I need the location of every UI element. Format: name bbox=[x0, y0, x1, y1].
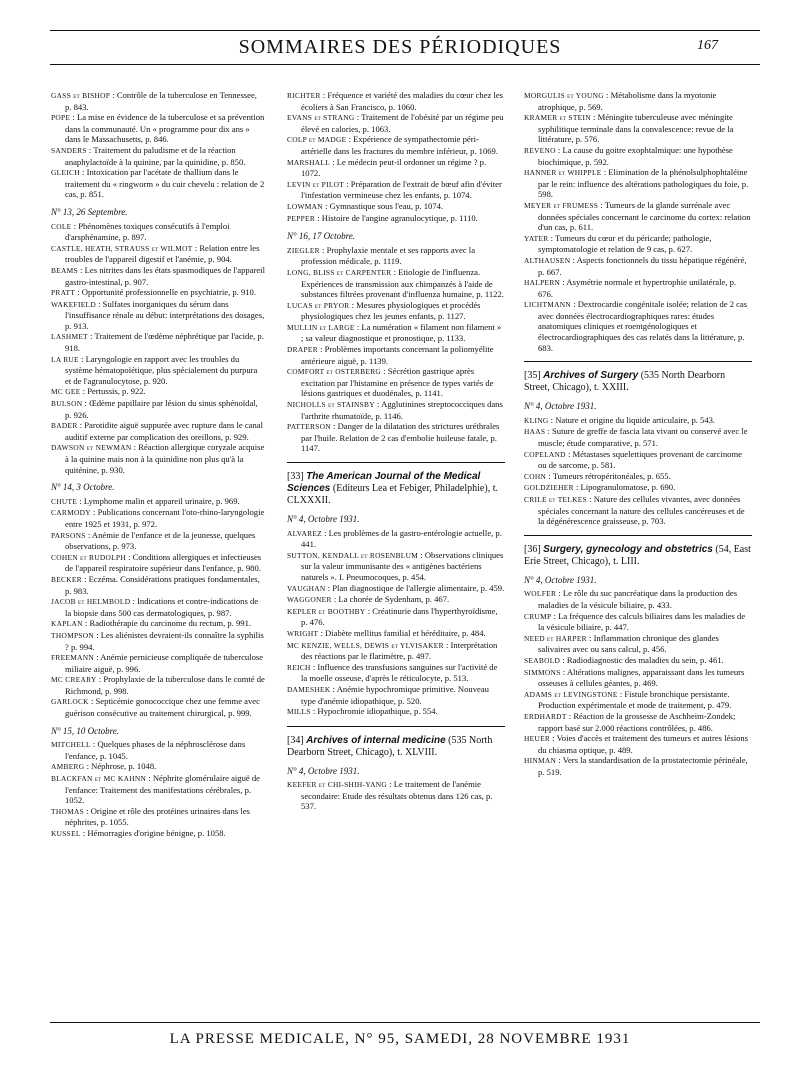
article-authors: KUSSEL bbox=[51, 829, 81, 838]
article-title: Aspects fonctionnels du tissu hépatique régénéré, p. 667. bbox=[538, 254, 747, 277]
issue-heading: N° 13, 26 Septembre. bbox=[51, 206, 128, 217]
article-entry: PRATT : Opportunité professionnelle en psychiatrie, p. 910. bbox=[51, 287, 257, 298]
article-entry: SIMMONS : Altérations malignes, apparaissant dans les tumeurs osseuses à cellules géantes, p. 469. bbox=[524, 666, 745, 689]
article-authors: POPE bbox=[51, 113, 71, 123]
article-authors: PARSONS bbox=[51, 530, 86, 540]
article-title: Relation entre les troubles de l'appareil digestif et l'anémie, p. 904. bbox=[65, 242, 260, 265]
article-entry: DAWSON et NEWMAN : Réaction allergique coryzale acquise à la quinine mais non à la quinidine non plus qu'à la quiténine, p. 930. bbox=[51, 442, 265, 475]
article-entry: NICHOLLS et STAINSBY : Agglutinines streptococciques dans l'arthrite rhumatoïde, p. 1146. bbox=[287, 399, 503, 421]
article-entry: CRILE et TELKES : Nature des cellules vivantes, avec données spéciales concernant la nature des cellules cancéreuses et de la dégénérescence graisseuse, p. 703. bbox=[524, 494, 745, 527]
article-authors: CASTLE, HEATH, STRAUSS et WILMOT bbox=[51, 243, 193, 253]
article-authors: LOWMAN bbox=[287, 201, 323, 211]
journal-details: (535 North Dearborn Street, Chicago), t. XXIII. bbox=[524, 370, 726, 394]
article-title: Sulfates inorganiques du sérum dans l'insuffisance rénale au début: interprétations des dosages, p. 913. bbox=[65, 298, 265, 331]
journal-heading bbox=[524, 370, 752, 394]
article-entry: BLACKFAN et MC KAHNN : Néphrite glomérulaire aiguë de l'enfance: Traitement des manifestations cérébrales, p. 1052. bbox=[51, 773, 260, 806]
article-title: Interprétation des réactions par le flarimètre, p. 497. bbox=[301, 639, 498, 662]
article-entry: MORGULIS et YOUNG : Métabolisme dans la myotonie atrophique, p. 569. bbox=[524, 90, 717, 112]
article-entry: WAGGONER : La chorée de Sydenham, p. 467. bbox=[287, 594, 450, 605]
article-entry: REICH : Influence des transfusions sanguines sur l'activité de la moelle osseuse, d'après le réticulocyte, p. 513. bbox=[287, 661, 498, 684]
article-authors: KLING bbox=[524, 415, 549, 425]
article-authors: REICH bbox=[287, 662, 311, 672]
page-number: 167 bbox=[697, 38, 718, 53]
article-title: Origine et rôle des protéines urinaires dans les néphrites, p. 1055. bbox=[65, 805, 250, 828]
article-authors: HEUER bbox=[524, 734, 551, 744]
article-title: Traitement du paludisme et de la réaction anaphylactoïde à la quinine, par la quinidine, p. 850. bbox=[65, 144, 246, 167]
article-title: Tumeurs rétropéritonéales, p. 655. bbox=[552, 470, 671, 481]
article-entry: LASHMET : Traitement de l'œdème néphrétique par l'acide, p. 918. bbox=[51, 331, 264, 354]
article-entry: MITCHELL : Quelques phases de la néphrosclérose dans l'enfance, p. 1045. bbox=[51, 739, 246, 761]
issue-heading: N° 16, 17 Octobre. bbox=[287, 231, 356, 242]
article-entry: KAPLAN : Radiothérapie du carcinome du rectum, p. 991. bbox=[51, 618, 252, 629]
article-title: Lipogranulomatose, p. 690. bbox=[580, 482, 676, 493]
article-authors: FREEMANN bbox=[51, 653, 95, 663]
article-entry: COHN : Tumeurs rétropéritonéales, p. 655. bbox=[524, 470, 671, 481]
article-authors: MULLIN et LARGE bbox=[287, 322, 355, 332]
article-authors: DRAPER bbox=[287, 345, 318, 355]
article-title: Anémie pernicieuse compliquée de tuberculose miliaire aiguë, p. 996. bbox=[65, 652, 264, 674]
article-authors: BULSON bbox=[51, 399, 83, 409]
article-authors: GLEICH bbox=[51, 168, 80, 178]
article-authors: COLE bbox=[51, 221, 72, 231]
article-authors: MARSHALL bbox=[287, 157, 331, 167]
article-entry: GASS et BISHOP : Contrôle de la tuberculose en Tennessee, p. 843. bbox=[51, 90, 257, 112]
article-authors: KRAMER et STEIN bbox=[524, 113, 591, 123]
article-entry: PEPPER : Histoire de l'angine agranulocytique, p. 1110. bbox=[287, 212, 478, 223]
article-entry: SEABOLD : Radiodiagnostic des maladies du sein, p. 461. bbox=[524, 654, 724, 665]
article-title: Altérations malignes, apparaissant dans les tumeurs osseuses à cellules géantes, p. 469. bbox=[538, 666, 745, 689]
article-title: Réaction allergique coryzale acquise à la quinine mais non à la quinidine non plus qu'à la quiténine, p. 930. bbox=[65, 442, 265, 475]
article-entry: KEPLER et BOOTHBY : Créatinurie dans l'hyperthyroïdisme, p. 476. bbox=[287, 605, 498, 628]
article-authors: GOLDZIEHER bbox=[524, 483, 574, 493]
article-authors: WOLFER bbox=[524, 589, 557, 599]
article-title: Gymnastique sous l'eau, p. 1074. bbox=[329, 200, 444, 211]
article-authors: WAGGONER bbox=[287, 595, 332, 605]
article-authors: YATER bbox=[524, 233, 549, 243]
article-authors: HALPERN bbox=[524, 278, 561, 288]
article-authors: BLACKFAN et MC KAHNN bbox=[51, 774, 147, 784]
article-entry: SANDERS : Traitement du paludisme et de la réaction anaphylactoïde à la quinine, par la quinidine, p. 850. bbox=[51, 144, 246, 167]
article-authors: ALTHAUSEN bbox=[524, 255, 571, 265]
article-title: Néphrose, p. 1048. bbox=[91, 761, 157, 772]
journal-details: (Editeurs Lea et Febiger, Philadelphie), t. CLXXXII. bbox=[287, 483, 498, 506]
article-entry: ALTHAUSEN : Aspects fonctionnels du tissu hépatique régénéré, p. 667. bbox=[524, 254, 747, 277]
column-3 bbox=[524, 90, 752, 777]
article-entry: THOMAS : Origine et rôle des protéines urinaires dans les néphrites, p. 1055. bbox=[51, 805, 250, 828]
article-authors: PATTERSON bbox=[287, 422, 331, 432]
article-authors: COPELAND bbox=[524, 449, 566, 459]
article-title: Œdème papillaire par lésion du sinus sphénoïdal, p. 926. bbox=[65, 398, 258, 420]
column-2 bbox=[287, 90, 505, 812]
article-title: La fréquence des calculs biliaires dans les maladies de la vésicule biliaire, p. 447. bbox=[538, 610, 746, 633]
article-title: Le traitement de l'anémie secondaire: Etude des résultats obtenus dans 126 cas, p. 537. bbox=[301, 779, 493, 812]
article-title: Elimination de la phénolsulphophtaléine par le rein: influence des altérations pathologiques du foie, p. 598. bbox=[538, 167, 749, 200]
article-title: Pertussis, p. 922. bbox=[87, 386, 146, 397]
article-title: Vers la standardisation de la prostatectomie périnéale, p. 519. bbox=[538, 755, 748, 777]
article-title: Danger de la dilatation des strictures uréthrales par l'huile. Relation de 2 cas d'embolie huileuse fatale, p. 1147. bbox=[301, 421, 500, 454]
article-title: Contrôle de la tuberculose en Tennessee, p. 843. bbox=[65, 90, 257, 112]
article-authors: VAUGHAN bbox=[287, 583, 326, 593]
article-entry: MC GEE : Pertussis, p. 922. bbox=[51, 386, 146, 397]
article-title: Etiologie de l'influenza. Expériences de transmission aux chimpanzés à l'aide de substances filtrées provenant d'influenza humaine, p. 1122. bbox=[301, 266, 504, 300]
article-title: Nature des cellules vivantes, avec données spéciales concernant la nature des cellules cancéreuses et de la dégénérescence graisseuse, p. 703. bbox=[538, 494, 745, 527]
article-title: Radiothérapie du carcinome du rectum, p. 991. bbox=[89, 618, 252, 629]
article-entry: WOLFER : Le rôle du suc pancréatique dans la production des maladies de la vésicule biliaire, p. 433. bbox=[524, 588, 738, 610]
journal-title: Archives of Surgery bbox=[543, 370, 639, 382]
article-title: Anémie hypochromique primitive. Nouveau type d'anémie idiopathique, p. 520. bbox=[301, 683, 489, 706]
article-title: Publications concernant l'oto-rhino-laryngologie entre 1925 et 1931, p. 972. bbox=[65, 507, 265, 529]
article-authors: LEVIN et PILOT bbox=[287, 179, 345, 189]
article-authors: AMBERG bbox=[51, 762, 85, 772]
article-title: Le rôle du suc pancréatique dans la production des maladies de la vésicule biliaire, p. 433. bbox=[538, 588, 738, 610]
journal-number: [35] bbox=[524, 370, 541, 382]
article-title: Métastases squelettiques provenant de carcinome ou de sarcome, p. 581. bbox=[538, 448, 742, 471]
article-entry: GLEICH : Intoxication par l'acétate de thallium dans le traitement du « ringworm » du cuir chevelu : relation de 2 cas, p. 851. bbox=[51, 167, 265, 200]
article-authors: MORGULIS et YOUNG bbox=[524, 91, 604, 100]
journal-number: [34] bbox=[287, 734, 304, 746]
article-entry: ADAMS et LEVINGSTONE : Fistule bronchique persistante. Production expérimentale et mode de traitement, p. 479. bbox=[524, 688, 732, 711]
article-authors: CRUMP bbox=[524, 611, 552, 621]
article-title: Réaction de la grossesse de Aschheim-Zondek; rapport basé sur 2.000 réactions contrôlées, p. 486. bbox=[538, 710, 736, 733]
article-authors: JACOB et HELMBOLD bbox=[51, 597, 131, 607]
article-title: Prophylaxie mentale et ses rapports avec la profession médicale, p. 1119. bbox=[301, 244, 476, 267]
header-rule-bottom bbox=[50, 64, 760, 65]
section-separator bbox=[524, 361, 752, 362]
article-entry: HEUER : Voies d'accès et traitement des tumeurs et autres lésions du chiasma optique, p. 489. bbox=[524, 733, 749, 755]
article-entry: LA RUE : Laryngologie en rapport avec les troubles du système hématopoïétique, plus spécialement du purpura et de l'agranulocytose, p. 920. bbox=[51, 353, 258, 386]
article-authors: COHEN et RUDOLPH bbox=[51, 552, 126, 562]
journal-heading bbox=[524, 544, 752, 568]
article-entry: ERDHARDT : Réaction de la grossesse de Aschheim-Zondek; rapport basé sur 2.000 réactions contrôlées, p. 486. bbox=[524, 710, 736, 733]
article-title: Fréquence et variété des maladies du cœur chez les écoliers à San Francisco, p. 1060. bbox=[301, 90, 504, 112]
article-title: Asymétrie normale et hypertrophie unilatérale, p. 676. bbox=[538, 277, 737, 299]
article-entry: DRAPER : Problèmes importants concernant la poliomyélite antérieure aiguë, p. 1139. bbox=[287, 344, 494, 366]
article-title: Influence des transfusions sanguines sur l'activité de la moelle osseuse, d'après le réticulocyte, p. 513. bbox=[301, 661, 498, 684]
article-title: Suture de greffe de fascia lata vivant ou conservé avec le muscle; étude comparative, p. 571. bbox=[538, 426, 748, 449]
article-authors: LA RUE bbox=[51, 354, 79, 364]
article-title: Diabète mellitus familial et héréditaire, p. 484. bbox=[325, 627, 486, 638]
section-separator bbox=[524, 535, 752, 536]
article-authors: SANDERS bbox=[51, 145, 87, 155]
article-title: Créatinurie dans l'hyperthyroïdisme, p. 476. bbox=[301, 605, 498, 628]
article-authors: THOMAS bbox=[51, 806, 85, 816]
article-entry: MULLIN et LARGE : La numération « filament non filament » ; sa valeur diagnostique et pronostique, p. 1133. bbox=[287, 321, 502, 344]
article-entry: KEEFER et CHI-SHIH-YANG : Le traitement de l'anémie secondaire: Etude des résultats obtenus dans 126 cas, p. 537. bbox=[287, 779, 493, 812]
article-entry: HALPERN : Asymétrie normale et hypertrophie unilatérale, p. 676. bbox=[524, 277, 737, 299]
article-entry: KLING : Nature et origine du liquide articulaire, p. 543. bbox=[524, 414, 716, 425]
article-title: Hypochromie idiopathique, p. 554. bbox=[317, 706, 438, 717]
article-title: Néphrite glomérulaire aiguë de l'enfance: Traitement des manifestations cérébrales, p. 1052. bbox=[65, 773, 260, 806]
article-entry: GARLOCK : Septicémie gonococcique chez une femme avec guérison consécutive au traitement chirurgical, p. 999. bbox=[51, 696, 260, 719]
article-title: Eczéma. Considérations pratiques fondamentales, p. 983. bbox=[65, 573, 260, 596]
article-entry: LEVIN et PILOT : Préparation de l'extrait de bœuf afin d'éviter l'infestation vermineuse chez les enfants, p. 1074. bbox=[287, 178, 502, 201]
article-title: Observations cliniques sur la valeur immunisante des « antigènes bactériens naturels ». I. Pneumocoques, p. 454. bbox=[301, 549, 504, 582]
article-entry: LICHTMANN : Dextrocardie congénitale isolée; relation de 2 cas avec données électrocardiographiques rares: études anatomiques cliniques et roentgénologiques et électrocardiographiques des cas relatés dans la littérature, p. 683. bbox=[524, 299, 748, 353]
article-authors: SEABOLD bbox=[524, 655, 561, 665]
article-entry: KRAMER et STEIN : Méningite tuberculeuse avec méningite syphilitique terminale dans la convalescence: revue de la littérature, p. 576. bbox=[524, 112, 734, 145]
article-title: Tumeurs du cœur et du péricarde; pathologie, symptomatologie et relation de 9 cas, p. 627. bbox=[538, 232, 712, 255]
article-authors: MC GEE bbox=[51, 387, 81, 397]
article-authors: RICHTER bbox=[287, 91, 321, 100]
article-entry: CARMODY : Publications concernant l'oto-rhino-laryngologie entre 1925 et 1931, p. 972. bbox=[51, 507, 265, 529]
article-entry: MILLS : Hypochromie idiopathique, p. 554. bbox=[287, 706, 438, 717]
article-entry: THOMPSON : Les aliénistes devraient-ils connaître la syphilis ? p. 994. bbox=[51, 629, 264, 652]
article-title: Voies d'accès et traitement des tumeurs et autres lésions du chiasma optique, p. 489. bbox=[538, 733, 749, 755]
issue-heading: N° 4, Octobre 1931. bbox=[524, 401, 597, 412]
article-entry: LUCAS et PRYOR : Mesures physiologiques et procédés physiologiques chez les jeunes enfants, p. 1127. bbox=[287, 299, 481, 322]
article-entry: BADER : Parotidite aiguë suppurée avec rupture dans le canal auditif externe par complication des oreillons, p. 929. bbox=[51, 420, 263, 442]
article-title: Traitement de l'œdème néphrétique par l'acide, p. 918. bbox=[65, 331, 264, 354]
article-authors: LICHTMANN bbox=[524, 300, 572, 310]
article-entry: BEAMS : Les nitrites dans les états spasmodiques de l'appareil gastro-intestinal, p. 907. bbox=[51, 264, 265, 287]
article-authors: MC CREARY bbox=[51, 675, 97, 685]
article-authors: WAKEFIELD bbox=[51, 299, 96, 309]
article-entry: EVANS et STRANG : Traitement de l'obésité par un régime peu élevé en calories, p. 1063. bbox=[287, 112, 504, 134]
article-title: La mise en évidence de la tuberculose et sa prévention dans la communauté. Un « programme pour dix ans » dans le Massachusetts, p. 846. bbox=[65, 112, 265, 145]
journal-details: (54, East Erie Street, Chicago), t. LIII. bbox=[524, 543, 751, 567]
article-entry: DAMESHEK : Anémie hypochromique primitive. Nouveau type d'anémie idiopathique, p. 520. bbox=[287, 683, 489, 706]
article-entry: LOWMAN : Gymnastique sous l'eau, p. 1074. bbox=[287, 200, 444, 211]
article-entry: MC KENZIE, WELLS, DEWIS et YLVISAKER : Interprétation des réactions par le flarimètre, p. 497. bbox=[287, 639, 498, 662]
section-separator bbox=[287, 462, 505, 463]
article-entry: JACOB et HELMBOLD : Indications et contre-indications de la biopsie dans 500 cas dermatologiques, p. 987. bbox=[51, 596, 259, 618]
article-authors: HAAS bbox=[524, 427, 546, 437]
article-entry: CRUMP : La fréquence des calculs biliaires dans les maladies de la vésicule biliaire, p. 447. bbox=[524, 610, 746, 633]
issue-heading: N° 14, 3 Octobre. bbox=[51, 482, 115, 493]
article-title: Plan diagnostique de l'allergie alimentaire, p. 459. bbox=[332, 582, 505, 593]
article-authors: ZIEGLER bbox=[287, 245, 320, 255]
article-title: Hémorragies d'origine bénigne, p. 1058. bbox=[87, 828, 226, 838]
article-entry: CHUTE : Lymphome malin et appareil urinaire, p. 969. bbox=[51, 495, 240, 506]
article-entry: MEYER et FRUMESS : Tumeurs de la glande surrénale avec données spéciales concernant le carcinome du cortex: relation d'un cas, p. 611. bbox=[524, 199, 751, 233]
article-authors: PRATT bbox=[51, 288, 76, 298]
article-authors: BEAMS bbox=[51, 265, 78, 275]
article-title: Traitement de l'obésité par un régime peu élevé en calories, p. 1063. bbox=[301, 112, 504, 134]
article-authors: CHUTE bbox=[51, 496, 78, 506]
article-entry: POPE : La mise en évidence de la tuberculose et sa prévention dans la communauté. Un « programme pour dix ans » dans le Massachusetts, p. 846. bbox=[51, 112, 265, 145]
journal-heading bbox=[287, 471, 505, 507]
article-authors: DAMESHEK bbox=[287, 684, 331, 694]
article-title: Opportunité professionnelle en psychiatrie, p. 910. bbox=[81, 287, 257, 298]
article-title: Agglutinines streptococciques dans l'arthrite rhumatoïde, p. 1146. bbox=[301, 399, 503, 421]
article-title: Expérience de sympathectomie péri-artérielle dans les fractures du membre inférieur, p. 1069. bbox=[301, 134, 498, 156]
article-title: Anémie de l'enfance et de la jeunesse, quelques observations, p. 973. bbox=[65, 529, 256, 552]
article-authors: WRIGHT bbox=[287, 628, 319, 638]
journal-number: [33] bbox=[287, 471, 304, 482]
article-authors: BECKER bbox=[51, 574, 82, 584]
journal-title: The American Journal of the Medical Sciences bbox=[287, 471, 481, 494]
article-entry: WRIGHT : Diabète mellitus familial et héréditaire, p. 484. bbox=[287, 627, 486, 638]
issue-heading: N° 4, Octobre 1931. bbox=[524, 574, 597, 585]
article-authors: DAWSON et NEWMAN bbox=[51, 443, 132, 453]
article-authors: SUTTON, KENDALL et ROSENBLUM bbox=[287, 550, 419, 560]
article-title: Parotidite aiguë suppurée avec rupture dans le canal auditif externe par complication des oreillons, p. 929. bbox=[65, 420, 263, 442]
article-title: Nature et origine du liquide articulaire, p. 543. bbox=[555, 414, 716, 425]
issue-heading: N° 4, Octobre 1931. bbox=[287, 514, 360, 524]
journal-heading bbox=[287, 735, 505, 759]
article-authors: CARMODY bbox=[51, 508, 91, 518]
article-title: La numération « filament non filament » ; sa valeur diagnostique et pronostique, p. 1133. bbox=[301, 321, 502, 344]
article-title: Dextrocardie congénitale isolée; relation de 2 cas avec données électrocardiographiques rares: études anatomiques cliniques et roentgénologiques et électrocardiographiques des cas relatés dans la littérature, p. 683. bbox=[538, 299, 748, 353]
article-entry: BECKER : Eczéma. Considérations pratiques fondamentales, p. 983. bbox=[51, 573, 260, 596]
article-authors: KEEFER et CHI-SHIH-YANG bbox=[287, 780, 388, 790]
article-title: Prophylaxie de la tuberculose dans le comté de Richmond, p. 998. bbox=[65, 674, 265, 696]
article-entry: MC CREARY : Prophylaxie de la tuberculose dans le comté de Richmond, p. 998. bbox=[51, 674, 265, 696]
article-entry: COMFORT et OSTERBERG : Sécrétion gastrique après excitation par l'histamine en présence de types variés de lésions gastriques et duodénales, p. 1141. bbox=[287, 366, 494, 399]
article-title: Méningite tuberculeuse avec méningite syphilitique terminale dans la convalescence: revue de la littérature, p. 576. bbox=[538, 112, 734, 145]
article-entry: PATTERSON : Danger de la dilatation des strictures uréthrales par l'huile. Relation de 2 cas d'embolie huileuse fatale, p. 1147. bbox=[287, 421, 500, 454]
journal-number: [36] bbox=[524, 543, 541, 555]
issue-heading: N° 15, 10 Octobre. bbox=[51, 725, 120, 736]
article-entry: REVENO : La cause du goitre exophtalmique: une hypothèse biochimique, p. 592. bbox=[524, 144, 733, 167]
article-entry: VAUGHAN : Plan diagnostique de l'allergie alimentaire, p. 459. bbox=[287, 582, 505, 593]
issue-heading: N° 4, Octobre 1931. bbox=[287, 765, 360, 776]
article-entry: CASTLE, HEATH, STRAUSS et WILMOT : Relation entre les troubles de l'appareil digestif et l'anémie, p. 904. bbox=[51, 242, 260, 265]
article-title: Radiodiagnostic des maladies du sein, p. 461. bbox=[566, 654, 724, 665]
article-authors: GASS et BISHOP bbox=[51, 91, 111, 100]
article-authors: MILLS bbox=[287, 707, 311, 717]
article-entry: FREEMANN : Anémie pernicieuse compliquée de tuberculose miliaire aiguë, p. 996. bbox=[51, 652, 264, 674]
article-authors: ADAMS et LEVINGSTONE bbox=[524, 689, 618, 699]
article-authors: REVENO bbox=[524, 145, 556, 155]
article-authors: EVANS et STRANG bbox=[287, 113, 355, 123]
article-title: Tumeurs de la glande surrénale avec données spéciales concernant le carcinome du cortex: relation d'un cas, p. 611. bbox=[538, 199, 751, 233]
article-authors: KEPLER et BOOTHBY bbox=[287, 606, 366, 616]
article-authors: COMFORT et OSTERBERG bbox=[287, 367, 382, 377]
article-entry: GOLDZIEHER : Lipogranulomatose, p. 690. bbox=[524, 482, 676, 493]
article-entry: COHEN et RUDOLPH : Conditions allergiques et infectieuses de l'appareil respiratoire supérieur dans l'enfance, p. 980. bbox=[51, 551, 262, 574]
article-authors: LUCAS et PRYOR bbox=[287, 300, 350, 310]
article-title: Inflammation chronique des glandes salivaires avec ou sans calcul, p. 456. bbox=[538, 632, 719, 655]
article-title: Préparation de l'extrait de bœuf afin d'éviter l'infestation vermineuse chez les enfants, p. 1074. bbox=[301, 178, 502, 201]
article-entry: KUSSEL : Hémorragies d'origine bénigne, p. 1058. bbox=[51, 828, 226, 838]
article-authors: MITCHELL bbox=[51, 740, 91, 750]
article-entry: LONG, BLISS et CARPENTER : Etiologie de l'influenza. Expériences de transmission aux chimpanzés à l'aide de substances filtrées provenant d'influenza humaine, p. 1122. bbox=[287, 266, 504, 300]
article-entry: SUTTON, KENDALL et ROSENBLUM : Observations cliniques sur la valeur immunisante des « antigènes bactériens naturels ». I. Pneumocoques, p. 454. bbox=[287, 549, 504, 582]
article-title: La chorée de Sydenham, p. 467. bbox=[338, 594, 450, 605]
article-title: Sécrétion gastrique après excitation par l'histamine en présence de types variés de lésions gastriques et duodénales, p. 1141. bbox=[301, 366, 494, 399]
article-authors: BADER bbox=[51, 421, 78, 431]
article-authors: PEPPER bbox=[287, 213, 316, 223]
article-authors: GARLOCK bbox=[51, 697, 89, 707]
article-authors: NEED et HARPER bbox=[524, 633, 587, 643]
article-authors: HINMAN bbox=[524, 756, 557, 766]
article-title: Métabolisme dans la myotonie atrophique, p. 569. bbox=[538, 90, 717, 112]
article-authors: COHN bbox=[524, 471, 547, 481]
article-title: Intoxication par l'acétate de thallium dans le traitement du « ringworm » du cuir chevelu : relation de 2 cas, p. 851. bbox=[65, 167, 265, 200]
article-title: Lymphome malin et appareil urinaire, p. 969. bbox=[83, 495, 240, 506]
article-title: Septicémie gonococcique chez une femme avec guérison consécutive au traitement chirurgical, p. 999. bbox=[65, 696, 260, 719]
article-title: Les aliénistes devraient-ils connaître la syphilis ? p. 994. bbox=[65, 629, 264, 652]
article-title: Indications et contre-indications de la biopsie dans 500 cas dermatologiques, p. 987. bbox=[65, 596, 259, 618]
article-entry: HAAS : Suture de greffe de fascia lata vivant ou conservé avec le muscle; étude comparative, p. 571. bbox=[524, 426, 748, 449]
article-authors: LONG, BLISS et CARPENTER bbox=[287, 267, 392, 277]
article-title: Les problèmes de la gastro-entérologie actuelle, p. 441. bbox=[301, 527, 502, 550]
article-authors: MC KENZIE, WELLS, DEWIS et YLVISAKER bbox=[287, 640, 444, 650]
article-entry: HINMAN : Vers la standardisation de la prostatectomie périnéale, p. 519. bbox=[524, 755, 748, 777]
article-authors: HANNER et WHIPPLE bbox=[524, 168, 602, 178]
article-title: La cause du goitre exophtalmique: une hypothèse biochimique, p. 592. bbox=[538, 144, 733, 167]
article-title: Laryngologie en rapport avec les troubles du système hématopoïétique, plus spécialement du purpura et de l'agranulocytose, p. 920. bbox=[65, 353, 258, 386]
article-entry: BULSON : Œdème papillaire par lésion du sinus sphénoïdal, p. 926. bbox=[51, 398, 258, 420]
article-entry: COLE : Phénomènes toxiques consécutifs à l'emploi d'arsphénamine, p. 897. bbox=[51, 220, 230, 243]
article-authors: KAPLAN bbox=[51, 619, 83, 629]
article-authors: NICHOLLS et STAINSBY bbox=[287, 400, 375, 410]
article-entry: RICHTER : Fréquence et variété des maladies du cœur chez les écoliers à San Francisco, p. 1060. bbox=[287, 90, 504, 112]
article-title: Phénomènes toxiques consécutifs à l'emploi d'arsphénamine, p. 897. bbox=[65, 220, 230, 243]
article-entry: PARSONS : Anémie de l'enfance et de la jeunesse, quelques observations, p. 973. bbox=[51, 529, 256, 552]
article-title: Les nitrites dans les états spasmodiques de l'appareil gastro-intestinal, p. 907. bbox=[65, 264, 265, 287]
article-entry: WAKEFIELD : Sulfates inorganiques du sérum dans l'insuffisance rénale au début: interprétations des dosages, p. 913. bbox=[51, 298, 265, 331]
article-entry: COPELAND : Métastases squelettiques provenant de carcinome ou de sarcome, p. 581. bbox=[524, 448, 742, 471]
article-title: Le médecin peut-il ordonner un régime ? p. 1072. bbox=[301, 156, 487, 179]
article-authors: CRILE et TELKES bbox=[524, 495, 588, 504]
article-title: Quelques phases de la néphrosclérose dans l'enfance, p. 1045. bbox=[65, 739, 246, 761]
article-title: Mesures physiologiques et procédés physiologiques chez les jeunes enfants, p. 1127. bbox=[301, 299, 481, 322]
page-title: SOMMAIRES DES PÉRIODIQUES bbox=[238, 36, 562, 58]
article-entry: YATER : Tumeurs du cœur et du péricarde; pathologie, symptomatologie et relation de 9 cas, p. 627. bbox=[524, 232, 712, 255]
journal-title: Surgery, gynecology and obstetrics bbox=[543, 543, 713, 555]
article-authors: ERDHARDT bbox=[524, 711, 567, 721]
section-separator bbox=[287, 726, 505, 727]
article-title: Conditions allergiques et infectieuses de l'appareil respiratoire supérieur dans l'enfance, p. 980. bbox=[65, 551, 262, 574]
journal-title: Archives of internal medicine bbox=[306, 734, 446, 746]
article-entry: ALVAREZ : Les problèmes de la gastro-entérologie actuelle, p. 441. bbox=[287, 527, 502, 550]
article-entry: COLP et MADGE : Expérience de sympathectomie péri-artérielle dans les fractures du membre inférieur, p. 1069. bbox=[287, 134, 498, 156]
column-1 bbox=[51, 90, 265, 840]
article-authors: LASHMET bbox=[51, 332, 88, 342]
article-authors: COLP et MADGE bbox=[287, 135, 347, 145]
article-title: Fistule bronchique persistante. Production expérimentale et mode de traitement, p. 479. bbox=[538, 688, 732, 711]
article-entry: HANNER et WHIPPLE : Elimination de la phénolsulphophtaléine par le rein: influence des altérations pathologiques du foie, p. 598. bbox=[524, 167, 749, 200]
journal-details: (535 North Dearborn Street, Chicago), t. XLVIII. bbox=[287, 734, 493, 758]
article-authors: SIMMONS bbox=[524, 667, 561, 677]
article-title: Problèmes importants concernant la poliomyélite antérieure aiguë, p. 1139. bbox=[301, 344, 494, 366]
article-authors: MEYER et FRUMESS bbox=[524, 200, 599, 210]
article-authors: THOMPSON bbox=[51, 630, 95, 640]
article-entry: MARSHALL : Le médecin peut-il ordonner un régime ? p. 1072. bbox=[287, 156, 487, 179]
article-entry: ZIEGLER : Prophylaxie mentale et ses rapports avec la profession médicale, p. 1119. bbox=[287, 244, 476, 267]
header-rule-top bbox=[50, 30, 760, 31]
footer-line: LA PRESSE MEDICALE, N° 95, SAMEDI, 28 NOVEMBRE 1931 bbox=[169, 1031, 631, 1047]
article-title: Histoire de l'angine agranulocytique, p. 1110. bbox=[321, 212, 478, 223]
footer-rule bbox=[50, 1022, 760, 1023]
article-entry: AMBERG : Néphrose, p. 1048. bbox=[51, 761, 157, 772]
article-authors: ALVAREZ bbox=[287, 528, 322, 538]
article-entry: NEED et HARPER : Inflammation chronique des glandes salivaires avec ou sans calcul, p. 456. bbox=[524, 632, 719, 655]
